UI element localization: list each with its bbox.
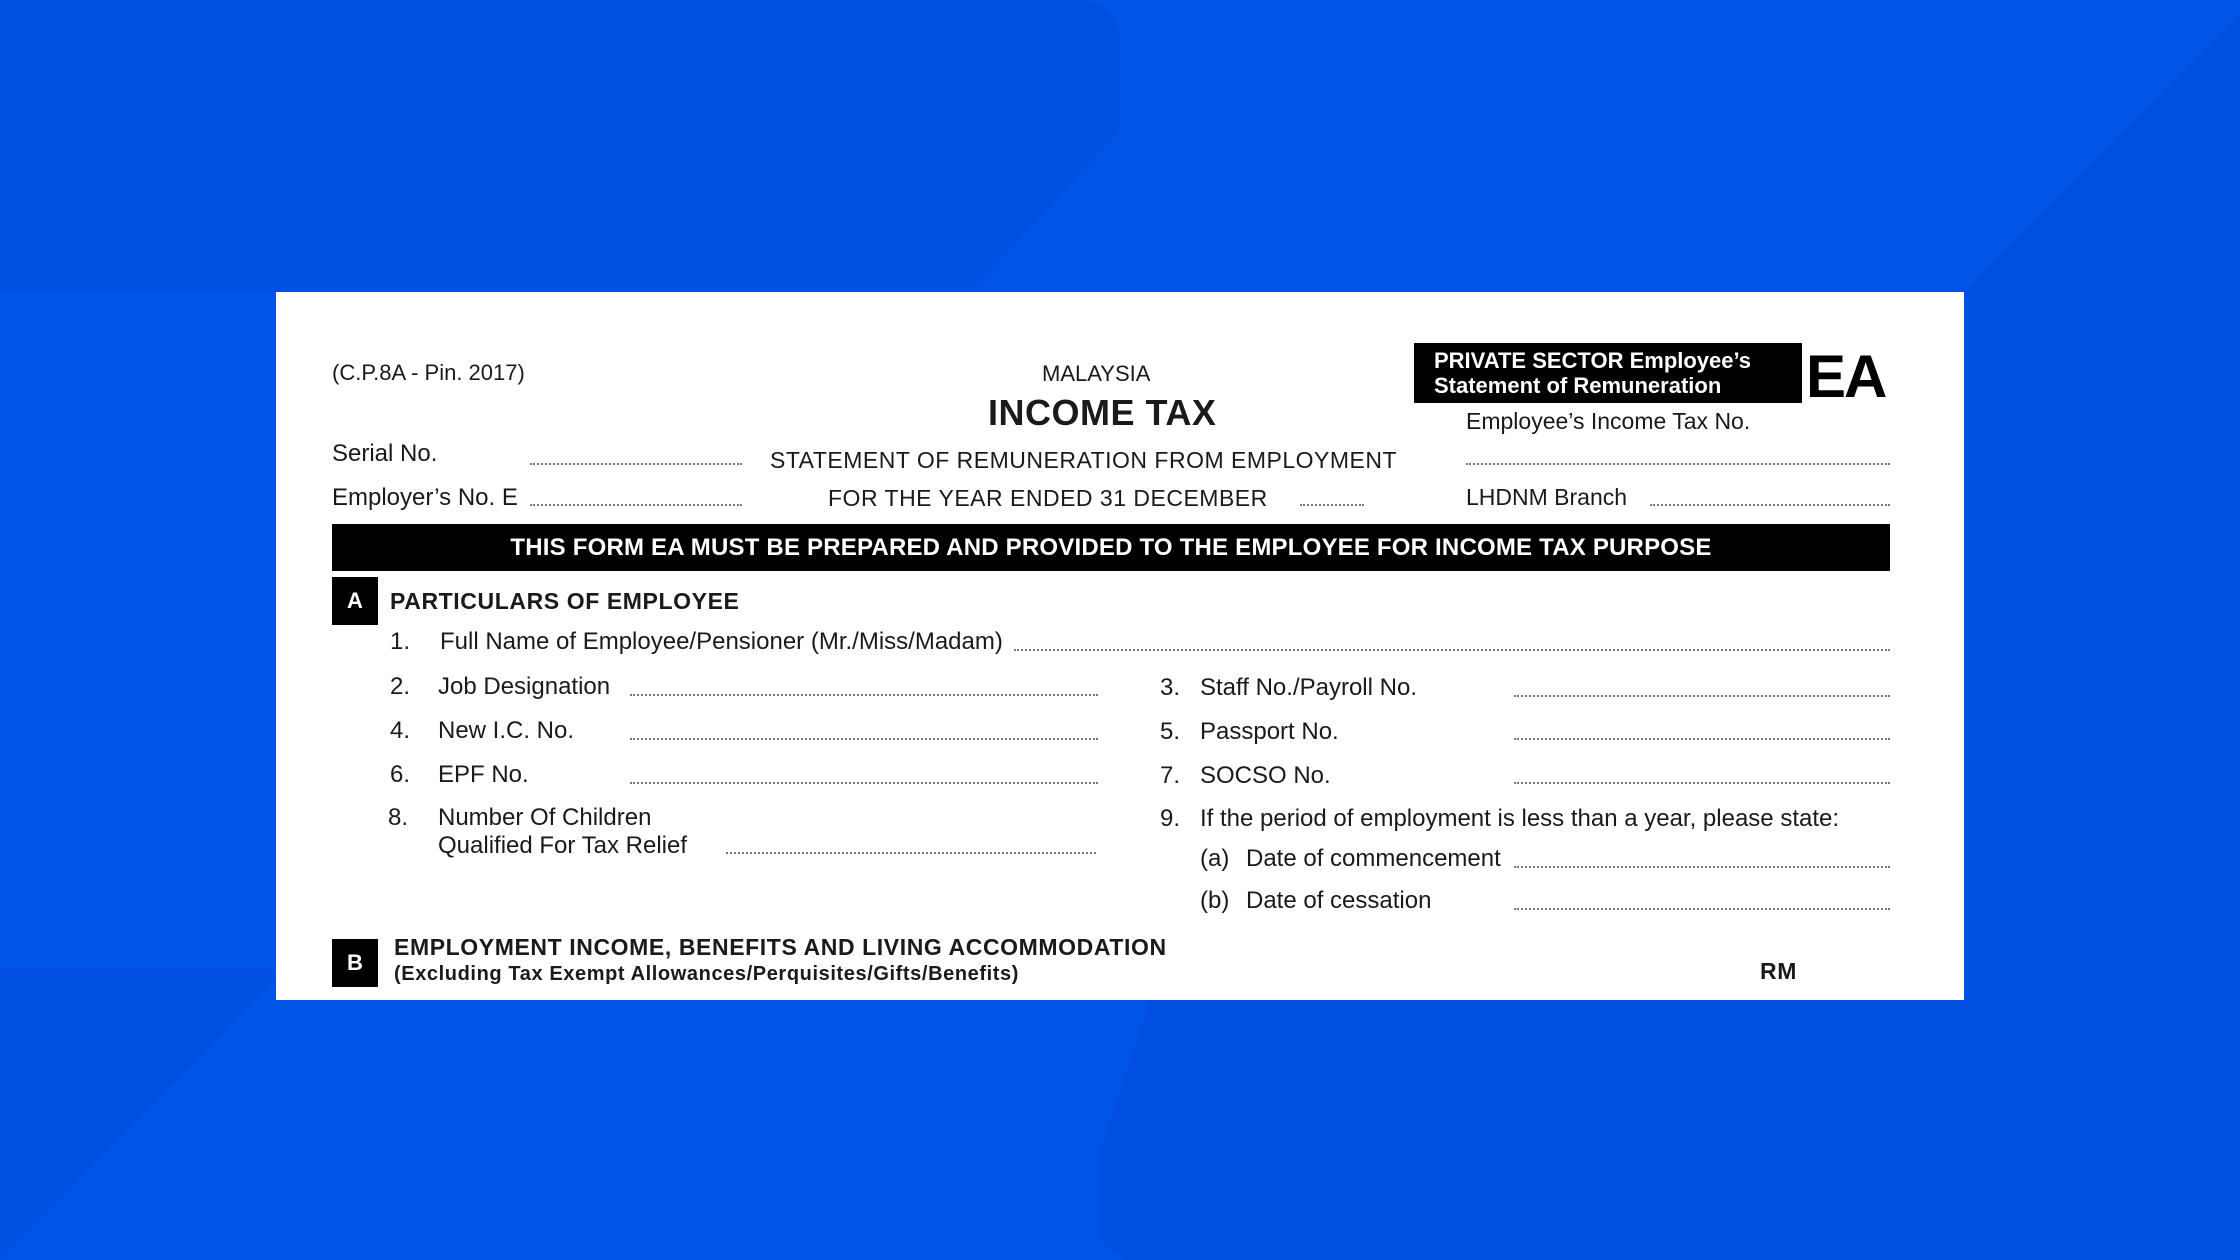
new-ic-no-label: New I.C. No. — [438, 717, 575, 744]
commencement-date-field[interactable] — [1514, 866, 1890, 868]
full-name-label: Full Name of Employee/Pensioner (Mr./Miss/Madam) — [440, 628, 1003, 655]
field-9b-num: (b) — [1200, 887, 1230, 914]
background-shape-top-left — [0, 0, 1120, 292]
field-1-num: 1. — [390, 628, 411, 655]
children-label-line2: Qualified For Tax Relief — [438, 832, 687, 859]
staff-no-label: Staff No./Payroll No. — [1200, 674, 1417, 701]
sector-box-line1: PRIVATE SECTOR Employee’s — [1434, 348, 1752, 373]
cessation-date-field[interactable] — [1514, 908, 1890, 910]
field-9-num: 9. — [1160, 805, 1181, 832]
employee-tax-no-field[interactable] — [1466, 463, 1890, 465]
year-line: FOR THE YEAR ENDED 31 DECEMBER — [828, 485, 1268, 511]
section-a-badge: A — [332, 577, 378, 625]
background-shape-bottom-right — [1050, 1000, 2240, 1260]
epf-no-label: EPF No. — [438, 761, 529, 788]
background-shape-bottom-left — [0, 968, 276, 1260]
epf-no-field[interactable] — [630, 782, 1098, 784]
field-9a-num: (a) — [1200, 845, 1230, 872]
sector-box-line2: Statement of Remuneration — [1434, 373, 1722, 398]
field-4-num: 4. — [390, 717, 411, 744]
passport-no-field[interactable] — [1514, 738, 1890, 740]
form-code: (C.P.8A - Pin. 2017) — [332, 360, 525, 385]
statement-line: STATEMENT OF REMUNERATION FROM EMPLOYMENT — [770, 447, 1398, 473]
children-field[interactable] — [726, 852, 1096, 854]
lhdnm-branch-field[interactable] — [1650, 504, 1890, 506]
section-b-title: EMPLOYMENT INCOME, BENEFITS AND LIVING ACCOMMODATION — [394, 934, 1167, 960]
employment-period-label: If the period of employment is less than a year, please state: — [1200, 805, 1840, 832]
staff-no-field[interactable] — [1514, 695, 1890, 697]
field-7-num: 7. — [1160, 762, 1181, 789]
field-6-num: 6. — [390, 761, 411, 788]
field-8-num: 8. — [388, 804, 409, 831]
section-b-subtitle: (Excluding Tax Exempt Allowances/Perquisites/Gifts/Benefits) — [394, 963, 1020, 985]
employer-no-field[interactable] — [530, 504, 742, 506]
new-ic-no-field[interactable] — [630, 738, 1098, 740]
socso-no-label: SOCSO No. — [1200, 762, 1331, 789]
commencement-date-label: Date of commencement — [1246, 845, 1501, 872]
serial-no-field[interactable] — [530, 463, 742, 465]
notice-banner: THIS FORM EA MUST BE PREPARED AND PROVIDED TO THE EMPLOYEE FOR INCOME TAX PURPOSE — [332, 524, 1890, 571]
year-field[interactable] — [1300, 504, 1364, 506]
form-title: INCOME TAX — [988, 392, 1217, 433]
passport-no-label: Passport No. — [1200, 718, 1339, 745]
job-designation-field[interactable] — [630, 694, 1098, 696]
country-label: MALAYSIA — [1042, 361, 1151, 386]
field-2-num: 2. — [390, 673, 411, 700]
currency-header: RM — [1760, 958, 1797, 984]
ea-form-document — [276, 292, 1964, 1000]
section-a-title: PARTICULARS OF EMPLOYEE — [390, 588, 740, 614]
form-type-label: EA — [1806, 343, 1886, 410]
children-label-line1: Number Of Children — [438, 804, 652, 831]
full-name-field[interactable] — [1014, 649, 1890, 651]
field-3-num: 3. — [1160, 674, 1181, 701]
sector-box — [1414, 343, 1802, 403]
cessation-date-label: Date of cessation — [1246, 887, 1432, 914]
job-designation-label: Job Designation — [438, 673, 611, 700]
employer-no-label: Employer’s No. E — [332, 484, 518, 511]
field-5-num: 5. — [1160, 718, 1181, 745]
section-b-badge: B — [332, 939, 378, 987]
serial-no-label: Serial No. — [332, 440, 438, 467]
socso-no-field[interactable] — [1514, 782, 1890, 784]
employee-tax-no-label: Employee’s Income Tax No. — [1466, 408, 1751, 434]
lhdnm-branch-label: LHDNM Branch — [1466, 484, 1628, 510]
